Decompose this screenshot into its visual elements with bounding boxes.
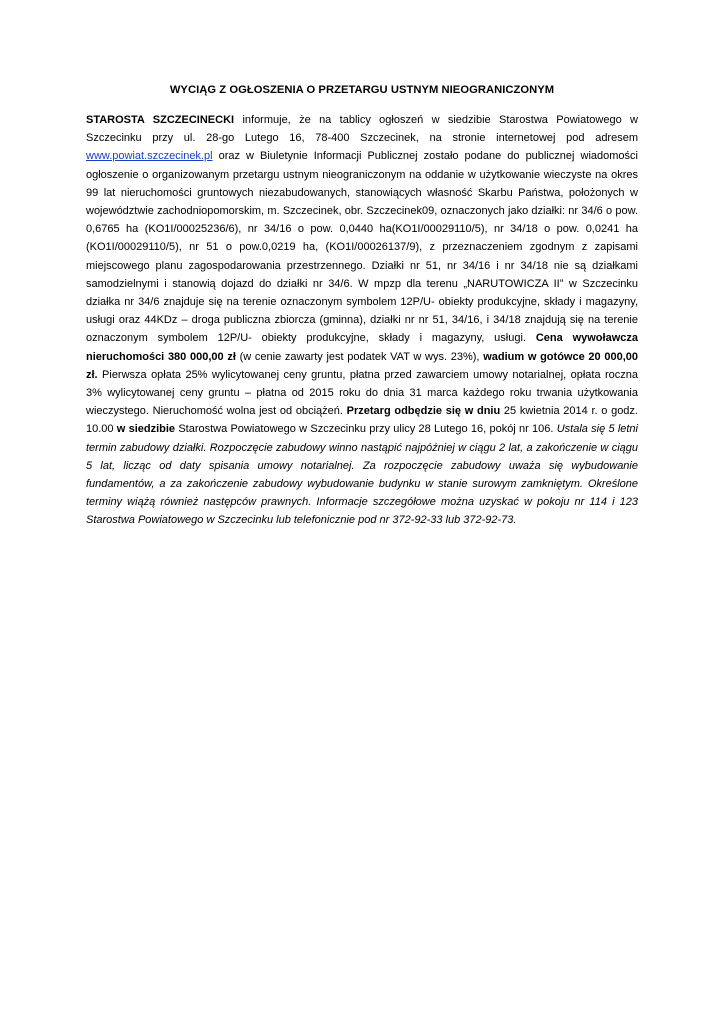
starting-price: Cena wywoławcza nieruchomości 380 000,00 zł [86, 332, 638, 363]
construction-terms: Ustala się 5 letni termin zabudowy działki. Rozpoczęcie zabudowy winno nastąpić najpóźniej w ciągu 2 lat, a zakończenie w ciągu 5 lat, licząc od daty spisania umowy notarialnej. Za rozpoczęcie zabudowy uważa się wybudowanie fundamentów, a za zakończenie zabudowy wybudowanie budynku w stanie surowym zamkniętym. Określone terminy wiążą również następców prawnych. Informacje szczegółowe można uzyskać w pokoju nr 114 i 123 Starostwa Powiatowego w Szczecinku lub telefonicznie pod nr 372-92-33 lub 372-92-73. [86, 423, 638, 527]
website-link[interactable]: www.powiat.szczecinek.pl [86, 150, 213, 163]
text-segment-2: oraz w Biuletynie Informacji Publicznej zostało podane do publicznej wiadomości ogłoszenie o organizowanym przetargu ustnym nieograniczonym na oddanie w użytkowanie wieczyste na okres 99 lat nieruchomości gruntowych niezabudowanych, stanowiących własność Skarbu Państwa, położonych w województwie zachodniopomorskim, m. Szczecinek, obr. Szczecinek09, oznaczonych jako działki: nr 34/6 o pow. 0,6765 ha (KO1I/00025236/6), nr 34/16 o pow. 0,0440 ha(KO1I/00029110/5), nr 34/18 o pow. 0,0241 ha (KO1I/00029110/5), nr 51 o pow.0,0219 ha, (KO1I/00026137/9), z przeznaczeniem zgodnym z zapisami miejscowego planu zagospodarowania przestrzennego. Działki nr 51, nr 34/16 i nr 34/18 nie są działkami samodzielnymi i stanowią dojazd do działki nr 34/6. W mpzp dla terenu „NARUTOWICZA II” w Szczecinku działka nr 34/6 znajduje się na terenie oznaczonym symbolem 12P/U- obiekty produkcyjne, składy i magazyny, usługi oraz 44KDz – droga publiczna zbiorcza (gminna), działki nr nr 51, 34/16, i 34/18 znajdują się na terenie oznaczonym symbolem 12P/U- obiekty produkcyjne, składy i magazyny, usługi. [86, 150, 638, 345]
text-segment-3: (w cenie zawarty jest podatek VAT w wys. 23%), [235, 350, 484, 363]
text-segment-1: informuje, że na tablicy ogłoszeń w siedzibie Starostwa Powiatowego w Szczecinku przy ul. 28-go Lutego 16, 78-400 Szczecinek, na stronie internetowej pod adresem [86, 114, 639, 145]
auction-location: Starostwa Powiatowego w Szczecinku przy ulicy 28 Lutego 16, pokój nr 106. [175, 423, 557, 436]
text-segment-4: Pierwsza opłata 25% wylicytowanej ceny gruntu, płatna przed zawarciem umowy notarialnej, opłata roczna 3% wylicytowanej ceny gruntu – płatna od 2015 roku do dnia 31 marca każdego roku trwania użytkowania wieczystego. Nieruchomość wolna jest od obciążeń. [86, 368, 638, 418]
announcement-paragraph [86, 111, 638, 530]
document-page [86, 83, 638, 530]
auction-location-label: w siedzibie [116, 423, 176, 436]
document-title: WYCIĄG Z OGŁOSZENIA O PRZETARGU USTNYM NIEOGRANICZONYM [169, 84, 555, 96]
issuer-name: STAROSTA SZCZECINECKI [86, 114, 235, 126]
deposit-amount: wadium w gotówce 20 000,00 zł. [86, 350, 638, 381]
auction-date-label: Przetarg odbędzie się w dniu [346, 405, 501, 418]
auction-date: 25 kwietnia 2014 r. o godz. 10.00 [86, 405, 638, 436]
